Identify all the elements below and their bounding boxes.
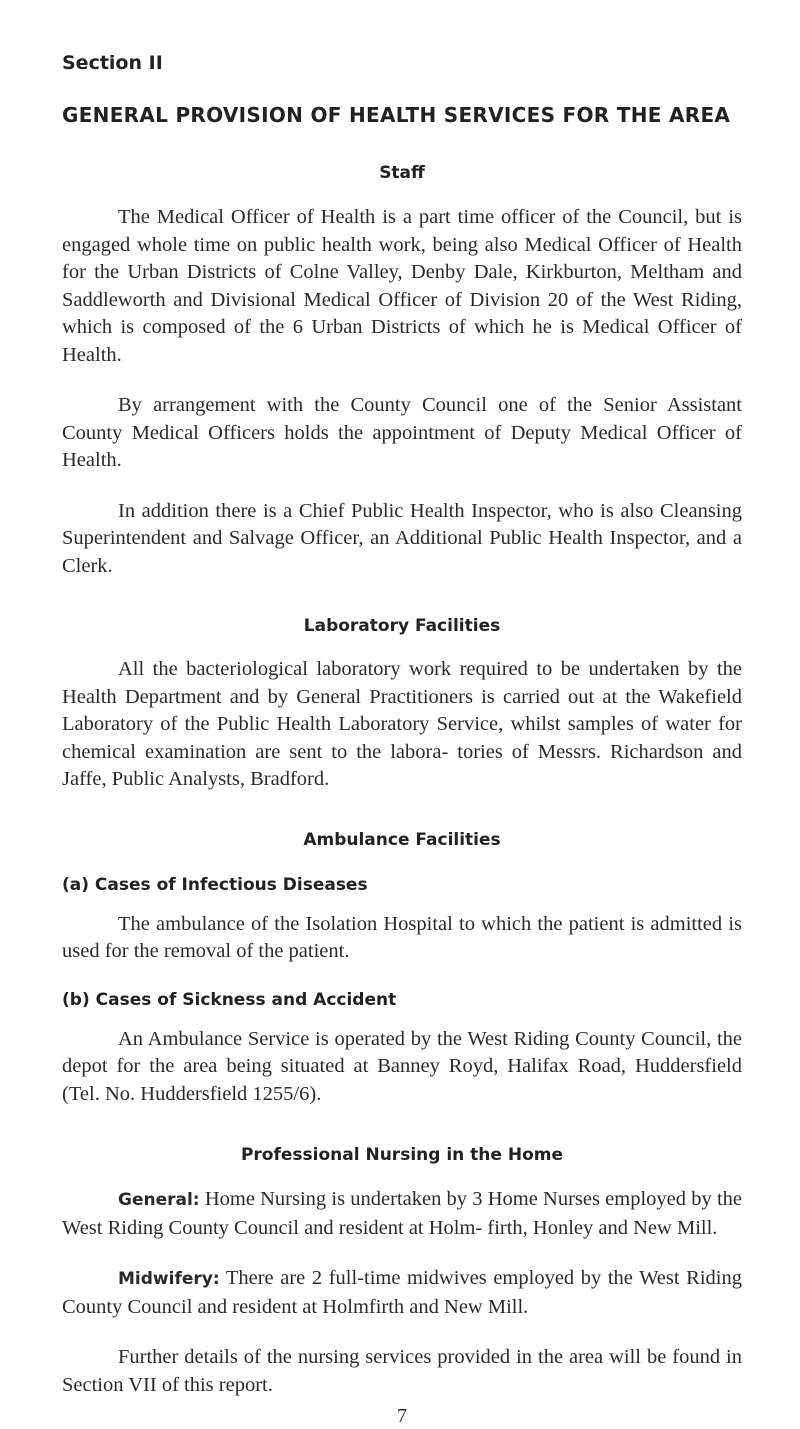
- section-label: Section II: [62, 52, 163, 74]
- general-nursing-paragraph: [62, 1186, 742, 1242]
- staff-paragraph-3: In addition there is a Chief Public Health Inspector, who is also Cleansing Superintendent and Salvage Officer, an Additional Public Health Inspector, and a Clerk.: [62, 499, 742, 577]
- sickness-accident-subheading: (b) Cases of Sickness and Accident: [62, 989, 397, 1010]
- staff-paragraph-2: By arrangement with the County Council one of the Senior Assistant County Medical Officers holds the appointment of Deputy Medical Officer of Health.: [62, 394, 742, 471]
- laboratory-heading: Laboratory Facilities: [303, 616, 501, 636]
- infectious-diseases-subheading: (a) Cases of Infectious Diseases: [62, 874, 368, 895]
- nursing-section: [62, 1145, 742, 1399]
- document-page: [62, 52, 742, 1428]
- midwifery-text: There are 2 full-time midwives employed by the West Riding County Council and resident at Holmfirth and New Mill.: [62, 1267, 742, 1318]
- ambulance-section: [62, 830, 742, 1109]
- sickness-accident-paragraph: An Ambulance Service is operated by the West Riding County Council, the depot for the area being situated at Banney Royd, Halifax Road, Huddersfield (Tel. No. Huddersfield 1255/6).: [62, 1027, 742, 1105]
- midwifery-label: Midwifery:: [118, 1269, 220, 1289]
- infectious-diseases-paragraph: The ambulance of the Isolation Hospital to which the patient is admitted is used for the removal of the patient.: [62, 912, 742, 962]
- page-number: 7: [397, 1405, 407, 1427]
- laboratory-paragraph: All the bacteriological laboratory work required to be undertaken by the Health Department and by General Practitioners is carried out at the Wakefield Laboratory of the Public Health Laboratory Service, whilst samples of water for chemical examination are sent to the labora- tories of Messrs. Richardson and Jaffe, Public Analysts, Bradford.: [62, 658, 742, 790]
- page-title: GENERAL PROVISION OF HEALTH SERVICES FOR THE AREA: [62, 103, 731, 127]
- further-details-paragraph: Further details of the nursing services provided in the area will be found in Section VII of this report.: [62, 1346, 742, 1396]
- laboratory-section: [62, 616, 742, 794]
- nursing-heading: Professional Nursing in the Home: [240, 1145, 564, 1165]
- staff-paragraph-1: The Medical Officer of Health is a part time officer of the Council, but is engaged whole time on public health work, being also Medical Officer of Health for the Urban Districts of Colne Valley, Denby Dale, Kirkburton, Meltham and Saddleworth and Divisional Medical Officer of Division 20 of the West Riding, which is composed of the 6 Urban Districts of which he is Medical Officer of Health.: [62, 206, 742, 366]
- general-label: General:: [118, 1190, 200, 1210]
- ambulance-heading: Ambulance Facilities: [303, 829, 501, 850]
- staff-heading: Staff: [379, 163, 425, 183]
- general-text: Home Nursing is undertaken by 3 Home Nurses employed by the West Riding County Council and resident at Holm- firth, Honley and New Mill.: [62, 1188, 742, 1239]
- staff-section: [62, 163, 742, 580]
- midwifery-paragraph: [62, 1265, 742, 1321]
